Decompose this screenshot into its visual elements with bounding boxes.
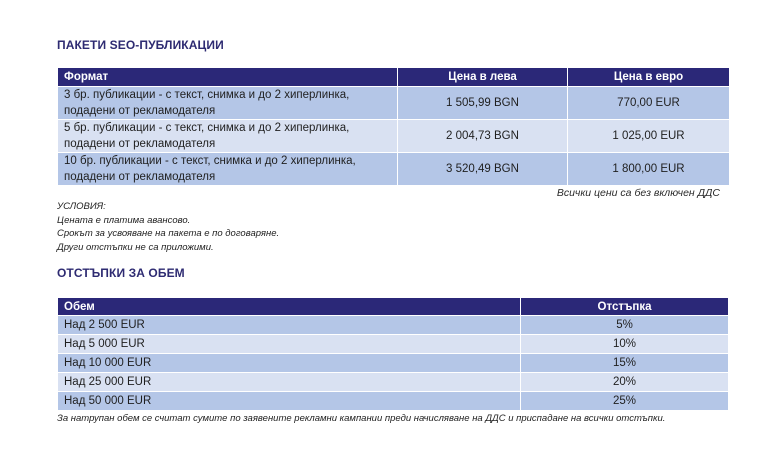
table-row <box>58 354 729 373</box>
price-eur-cell: 1 025,00 EUR <box>568 120 730 153</box>
format-line-1: 3 бр. публикации - с текст, снимка и до 2 хиперлинка, <box>64 89 350 101</box>
condition-line: Срокът за усвояване на пакета е по договаряне. <box>57 228 280 239</box>
table-row <box>58 316 729 335</box>
format-cell <box>58 87 398 120</box>
table-row <box>58 392 729 411</box>
volume-cell: Над 5 000 EUR <box>58 335 521 354</box>
table-header-row <box>58 298 729 316</box>
format-cell <box>58 153 398 186</box>
format-cell <box>58 120 398 153</box>
volume-cell: Над 25 000 EUR <box>58 373 521 392</box>
format-line-2: подадени от рекламодателя <box>64 105 216 117</box>
discount-cell: 5% <box>521 316 729 335</box>
condition-line: Други отстъпки не са приложими. <box>57 241 214 253</box>
price-bgn-cell: 3 520,49 BGN <box>398 153 568 186</box>
conditions-block <box>57 200 279 254</box>
discount-cell: 20% <box>521 373 729 392</box>
column-header-price-eur: Цена в евро <box>568 68 730 87</box>
table-header-row <box>58 68 730 87</box>
format-line-2: подадени от рекламодателя <box>64 171 216 183</box>
column-header-price-bgn: Цена в лева <box>398 68 568 87</box>
column-header-format: Формат <box>58 68 398 87</box>
volume-discounts-table <box>57 297 729 411</box>
price-bgn-cell: 1 505,99 BGN <box>398 87 568 120</box>
discount-cell: 10% <box>521 335 729 354</box>
volume-cell: Над 10 000 EUR <box>58 354 521 373</box>
volume-cell: Над 2 500 EUR <box>58 316 521 335</box>
volume-cell: Над 50 000 EUR <box>58 392 521 411</box>
volume-discounts-heading: ОТСТЪПКИ ЗА ОБЕМ <box>57 266 185 280</box>
column-header-volume: Обем <box>58 298 521 316</box>
table-row <box>58 87 730 120</box>
price-eur-cell: 770,00 EUR <box>568 87 730 120</box>
table-row <box>58 373 729 392</box>
table-row <box>58 120 730 153</box>
volume-footnote: За натрупан обем се считат сумите по заявените рекламни кампании преди начисляване на ДДС и приспадане на всички отстъпки. <box>57 413 666 424</box>
discount-cell: 15% <box>521 354 729 373</box>
table-row <box>58 335 729 354</box>
column-header-discount: Отстъпка <box>521 298 729 316</box>
price-bgn-cell: 2 004,73 BGN <box>398 120 568 153</box>
price-eur-cell: 1 800,00 EUR <box>568 153 730 186</box>
vat-note: Всички цени са без включен ДДС <box>556 187 720 199</box>
seo-packages-heading: ПАКЕТИ SEO-ПУБЛИКАЦИИ <box>57 38 224 52</box>
format-line-2: подадени от рекламодателя <box>64 138 216 150</box>
format-line-1: 10 бр. публикации - с текст, снимка и до 2 хиперлинка, <box>64 155 356 167</box>
seo-packages-table <box>57 67 730 186</box>
discount-cell: 25% <box>521 392 729 411</box>
table-row <box>58 153 730 186</box>
condition-line: Цената е платима авансово. <box>57 214 191 226</box>
conditions-title: УСЛОВИЯ: <box>57 201 106 212</box>
format-line-1: 5 бр. публикации - с текст, снимка и до 2 хиперлинка, <box>64 122 350 134</box>
